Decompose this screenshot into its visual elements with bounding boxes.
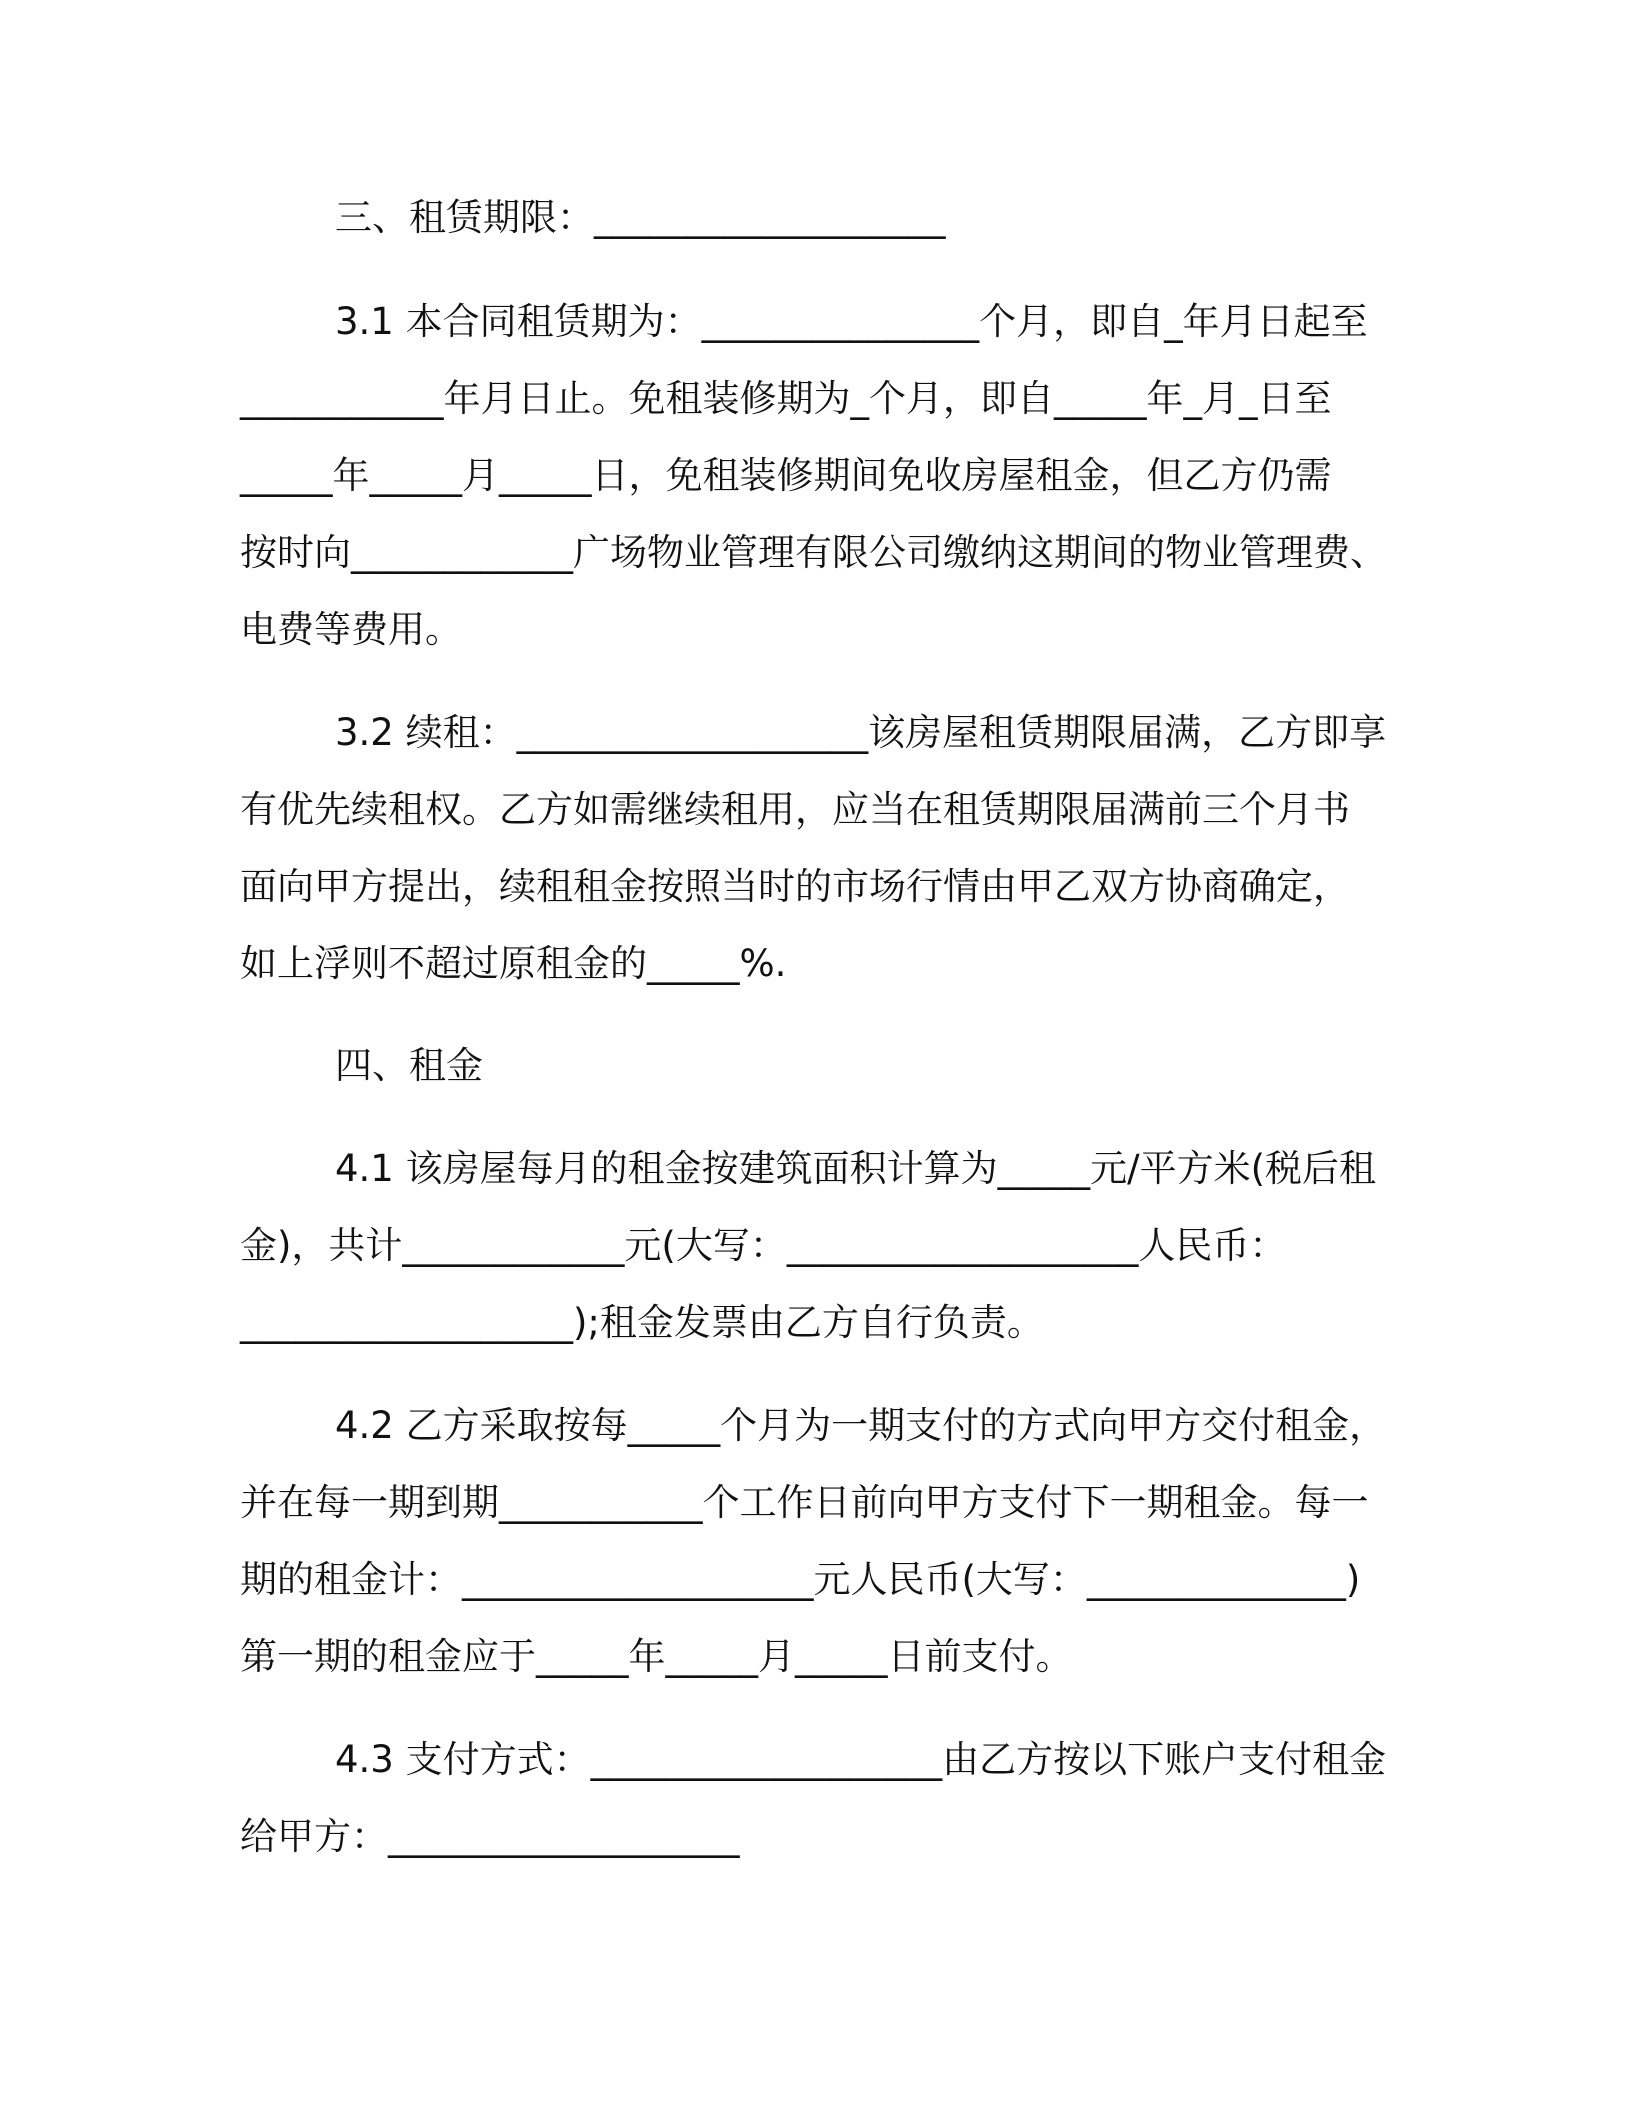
clause-3-1-line-3: _____年_____月_____日，免租装修期间免收房屋租金，但乙方仍需 bbox=[240, 454, 1332, 497]
clause-4-2-line-2: 并在每一期到期___________个工作日前向甲方支付下一期租金。每一 bbox=[240, 1481, 1369, 1524]
clause-3-1-line-4: 按时向____________广场物业管理有限公司缴纳这期间的物业管理费、 bbox=[240, 531, 1387, 574]
clause-3-1-line-5: 电费等费用。 bbox=[240, 608, 462, 651]
section-3-heading: 三、租赁期限：___________________ bbox=[335, 196, 946, 239]
clause-4-1-line-1: 4.1 该房屋每月的租金按建筑面积计算为_____元/平方米(税后租 bbox=[335, 1147, 1377, 1190]
clause-4-1-line-3: __________________);租金发票由乙方自行负责。 bbox=[240, 1301, 1044, 1344]
clause-4-2-line-3: 期的租金计：___________________元人民币(大写：______________) bbox=[240, 1558, 1361, 1601]
clause-4-3-line-1: 4.3 支付方式：___________________由乙方按以下账户支付租金 bbox=[335, 1738, 1387, 1781]
clause-4-2-line-1: 4.2 乙方采取按每_____个月为一期支付的方式向甲方交付租金， bbox=[335, 1404, 1387, 1447]
section-4-heading: 四、租金 bbox=[335, 1044, 483, 1087]
clause-4-1-line-2: 金)，共计____________元(大写：___________________人民币： bbox=[240, 1224, 1287, 1267]
clause-4-3-line-2: 给甲方：___________________ bbox=[240, 1815, 740, 1858]
clause-3-2-line-1: 3.2 续租：___________________该房屋租赁期限届满，乙方即享 bbox=[335, 711, 1387, 754]
clause-4-2-line-4: 第一期的租金应于_____年_____月_____日前支付。 bbox=[240, 1635, 1073, 1678]
clause-3-2-line-4: 如上浮则不超过原租金的_____%. bbox=[240, 942, 787, 985]
clause-3-1-line-1: 3.1 本合同租赁期为：_______________个月，即自_年月日起至 bbox=[335, 300, 1368, 343]
clause-3-2-line-3: 面向甲方提出，续租租金按照当时的市场行情由甲乙双方协商确定， bbox=[240, 865, 1350, 908]
clause-3-1-line-2: ___________年月日止。免租装修期为_个月，即自_____年_月_日至 bbox=[240, 377, 1332, 420]
clause-3-2-line-2: 有优先续租权。乙方如需继续租用，应当在租赁期限届满前三个月书 bbox=[240, 788, 1350, 831]
